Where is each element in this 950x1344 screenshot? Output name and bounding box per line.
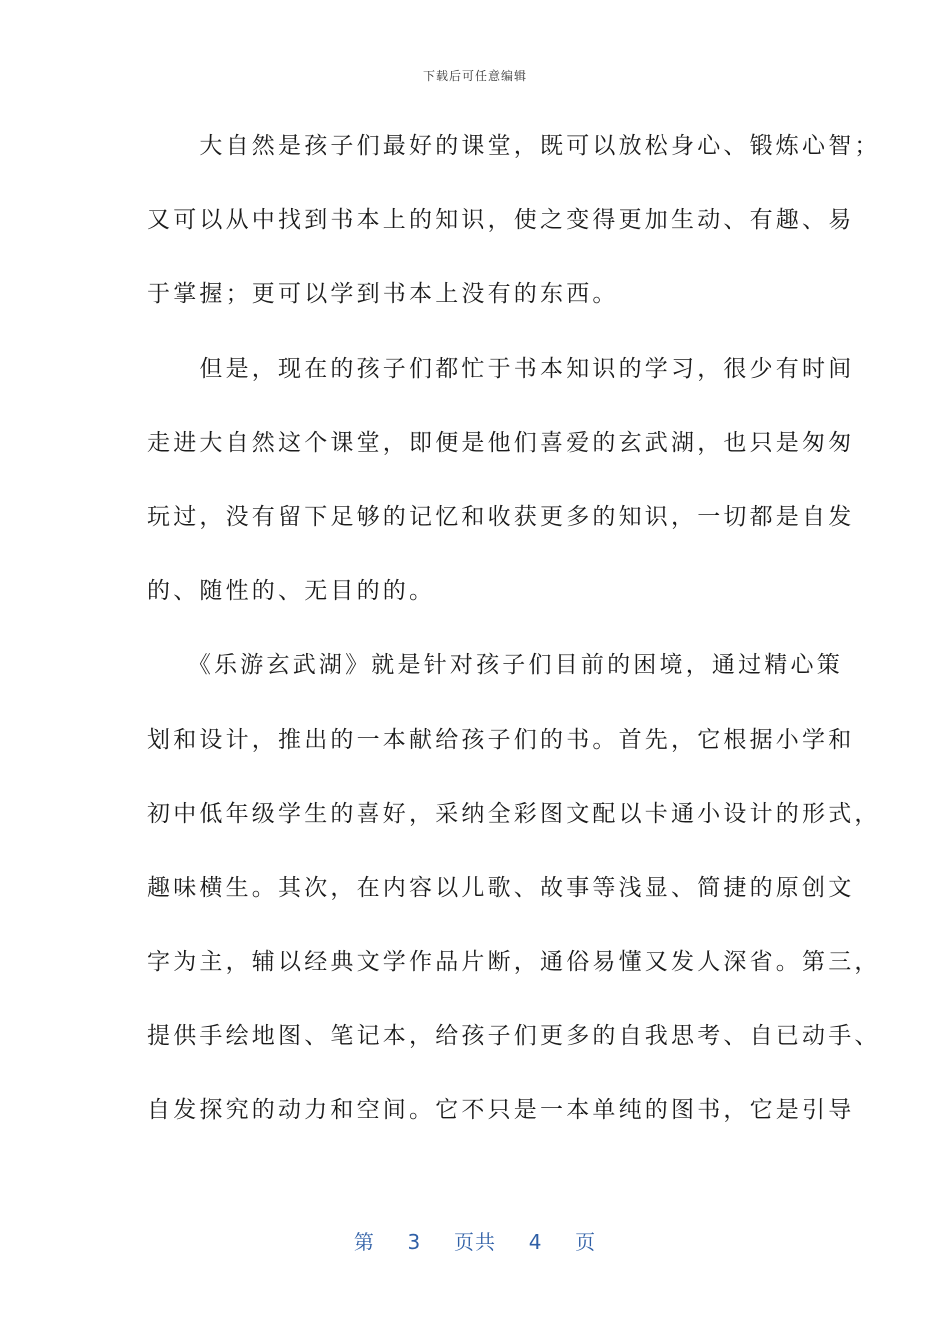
text-line: 自发探究的动力和空间。它不只是一本单纯的图书，它是引导 xyxy=(147,1097,855,1124)
footer-suffix: 页 xyxy=(575,1230,597,1254)
page-header: 下载后可任意编辑 xyxy=(422,69,527,83)
text-line: 但是，现在的孩子们都忙于书本知识的学习，很少有时间 xyxy=(147,355,855,382)
text-line: 《乐游玄武湖》就是针对孩子们目前的困境，通过精心策 xyxy=(147,652,843,679)
text-line: 走进大自然这个课堂，即便是他们喜爱的玄武湖，也只是匆匆 xyxy=(147,429,855,456)
footer-middle: 页共 xyxy=(454,1230,496,1254)
total-pages-number: 4 xyxy=(528,1230,543,1254)
text-line: 初中低年级学生的喜好，采纳全彩图文配以卡通小设计的形式， xyxy=(147,800,881,827)
body-text xyxy=(147,122,881,1161)
text-line: 趣味横生。其次，在内容以儿歌、故事等浅显、简捷的原创文 xyxy=(147,874,855,901)
page-footer xyxy=(0,1226,950,1255)
text-line: 玩过，没有留下足够的记忆和收获更多的知识，一切都是自发 xyxy=(147,503,855,530)
text-line: 又可以从中找到书本上的知识，使之变得更加生动、有趣、易 xyxy=(147,207,855,234)
text-line: 大自然是孩子们最好的课堂，既可以放松身心、锻炼心智； xyxy=(147,133,881,159)
text-line: 提供手绘地图、笔记本，给孩子们更多的自我思考、自已动手、 xyxy=(147,1023,881,1050)
footer-prefix: 第 xyxy=(353,1230,375,1254)
text-line: 字为主，辅以经典文学作品片断，通俗易懂又发人深省。第三， xyxy=(147,949,881,976)
text-line: 于掌握；更可以学到书本上没有的东西。 xyxy=(147,281,619,308)
text-line: 的、随性的、无目的的。 xyxy=(147,578,436,605)
current-page-number: 3 xyxy=(407,1230,422,1254)
text-line: 划和设计，推出的一本献给孩子们的书。首先，它根据小学和 xyxy=(147,726,855,753)
